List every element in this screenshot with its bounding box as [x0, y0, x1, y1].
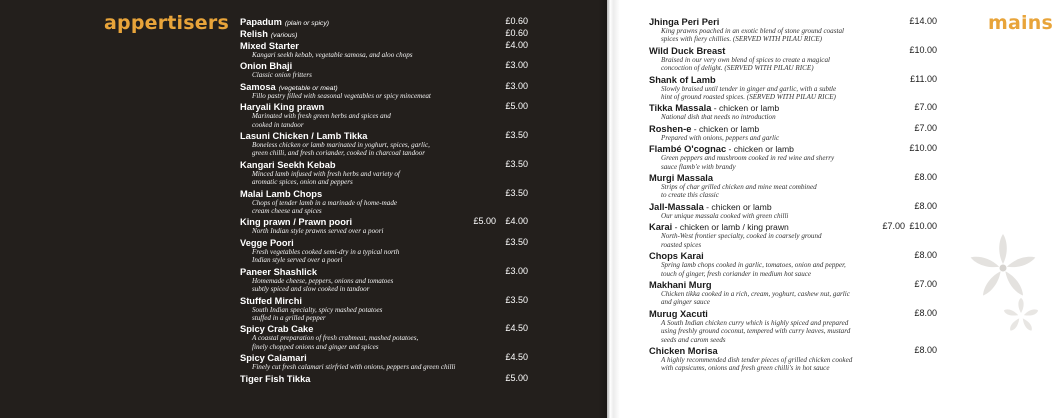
item-description: A coastal preparation of fresh crabmeat, mashed potatoes, — [252, 334, 419, 343]
menu-item-paneer-shashlick — [240, 265, 530, 294]
menu-item-head — [649, 307, 939, 319]
menu-item-jhinga-peri-peri — [649, 15, 939, 44]
item-description: A highly recommended dish tender pieces of grilled chicken cooked — [661, 355, 853, 364]
mains-list — [649, 15, 939, 373]
menu-item-head — [649, 15, 939, 27]
menu-item-head — [240, 351, 530, 363]
item-name: Samosa — [240, 81, 276, 92]
item-description: stuffed in a grilled pepper — [252, 313, 326, 322]
menu-item-head — [649, 101, 939, 113]
item-name: Chops Karai — [649, 251, 704, 262]
item-note: (plain or spicy) — [284, 20, 330, 27]
item-name: Malai Lamb Chops — [240, 188, 323, 199]
item-description: King prawns poached in an exotic blend of stone ground coastal — [661, 27, 844, 35]
menu-item-king-prawn-prawn-poori — [240, 215, 530, 235]
menu-item-head — [240, 372, 530, 384]
item-description: Indian style served over a poori — [252, 256, 343, 265]
item-price: £8.00 — [914, 172, 937, 183]
menu-item-head — [649, 142, 939, 154]
item-description: cream cheese and spices — [252, 207, 322, 216]
item-description: Fresh vegetables cooked semi-dry in a typical north — [252, 247, 400, 256]
item-name: King prawn / Prawn poori — [240, 217, 353, 228]
flower-icon-small — [1003, 298, 1024, 334]
menu-item-stuffed-mirchi — [240, 294, 530, 323]
item-name: Karai — [649, 222, 673, 233]
menu-item-head — [240, 80, 530, 92]
menu-item-chops-karai — [649, 249, 939, 278]
item-description: Fillo pastry filled with seasonal vegetables or spicy mincemeat — [252, 91, 431, 100]
item-description: aromatic spices, onion and peppers — [252, 178, 353, 187]
item-description: Minced lamb infused with fresh herbs and variety of — [252, 169, 400, 178]
menu-item-malai-lamb-chops — [240, 187, 530, 216]
item-description: Homemade cheese, peppers, onions and tomatoes — [252, 276, 394, 285]
menu-item-spicy-calamari — [240, 351, 530, 371]
item-price: £4.00 — [505, 40, 528, 50]
item-description: sauce flamb'e with brandy — [661, 162, 736, 171]
item-name: Shank of Lamb — [649, 74, 716, 85]
item-description: concoction of delight. (SERVED WITH PILAU RICE) — [661, 64, 814, 73]
item-description: North-West frontier specialty, cooked in coarsely ground — [661, 232, 822, 241]
item-description: North Indian style prawns served over a poori — [252, 227, 384, 236]
item-price: £5.00 — [505, 101, 528, 112]
menu-item-head — [240, 129, 530, 141]
item-note: (various) — [270, 32, 298, 39]
item-name: Jall-Massala — [649, 201, 704, 212]
item-description: hint of ground roasted spices. (SERVED WITH PILAU RICE) — [661, 93, 836, 102]
menu-item-chicken-morisa — [649, 344, 939, 373]
flower-icon — [965, 230, 1025, 300]
menu-item-head — [649, 278, 939, 290]
menu-item-murgi-massala — [649, 171, 939, 200]
item-name: Chicken Morisa — [649, 345, 718, 356]
menu-item-papadum — [240, 15, 530, 27]
item-name: Jhinga Peri Peri — [649, 17, 720, 27]
menu-item-wild-duck-breast — [649, 44, 939, 73]
item-description: spices with fiery chillies. (SERVED WITH PILAU RICE) — [661, 35, 823, 44]
menu-item-makhani-murg — [649, 278, 939, 307]
item-name: Onion Bhaji — [240, 61, 293, 72]
item-description: subtly spiced and slow cooked in tandoor — [252, 285, 370, 294]
item-description: touch of ginger, fresh coriander in medium hot sauce — [661, 269, 812, 278]
item-description: Chops of tender lamb in a marinade of home-made — [252, 198, 398, 207]
item-variant: - chicken or lamb / king prawn — [672, 222, 789, 233]
item-price: £8.00 — [914, 344, 937, 355]
item-name: Murug Xacuti — [649, 308, 708, 319]
item-price: £4.50 — [505, 323, 528, 334]
item-price: £3.00 — [505, 80, 528, 91]
item-price: £11.00 — [910, 73, 937, 84]
appetisers-list — [240, 15, 530, 384]
item-price: £8.00 — [914, 200, 937, 211]
item-price: £10.00 — [909, 143, 937, 154]
item-name: Tiger Fish Tikka — [240, 373, 311, 384]
item-price: £3.00 — [505, 265, 528, 276]
menu-item-head — [240, 39, 530, 51]
item-description: Green peppers and mushroom cooked in red wine and sherry — [661, 154, 835, 163]
menu-item-kangari-seekh-kebab — [240, 158, 530, 187]
item-price: £0.60 — [505, 28, 528, 38]
item-name: Kangari Seekh Kebab — [240, 159, 336, 170]
section-title-appetisers: appertisers — [104, 12, 229, 34]
item-description: Strips of char grilled chicken and mine meat combined — [661, 183, 817, 192]
item-description: Kangari seekh kebab, vegetable samosa, and aloo chops — [252, 51, 413, 59]
item-variant: - chicken or lamb — [703, 201, 772, 212]
item-price: £3.00 — [505, 60, 528, 71]
item-price: £3.50 — [505, 130, 528, 141]
item-description: Our unique massala cooked with green chilli — [661, 211, 789, 220]
menu-item-head — [240, 59, 530, 71]
item-description: to create this classic — [661, 191, 719, 200]
item-description: Spring lamb chops cooked in garlic, tomatoes, onion and pepper, — [661, 261, 846, 270]
item-description: Chicken tikka cooked in a rich, cream, yoghurt, cashew nut, garlic — [661, 289, 850, 298]
menu-item-head — [240, 322, 530, 334]
item-description: Classic onion fritters — [252, 71, 312, 80]
item-name: Vegge Poori — [240, 237, 294, 248]
item-price: £4.50 — [505, 352, 528, 363]
menu-item-head — [240, 100, 530, 112]
item-price: £10.00 — [909, 221, 937, 232]
item-name: Spicy Calamari — [240, 353, 307, 364]
section-title-mains: mains — [988, 12, 1053, 34]
menu-item-vegge-poori — [240, 236, 530, 265]
menu-item-head — [649, 171, 939, 183]
item-price: £3.50 — [505, 158, 528, 169]
menu-item-head — [649, 122, 939, 134]
item-note: (vegetable or meat) — [278, 84, 338, 92]
item-description: Slowly braised until tender in ginger and garlic, with a subtle — [661, 84, 837, 93]
menu-item-murug-xacuti — [649, 307, 939, 344]
item-price: £3.50 — [505, 187, 528, 198]
item-description: cooked in tandoor — [252, 120, 304, 129]
item-price-secondary: £5.00 — [473, 216, 496, 227]
item-description: green chilli, and fresh coriander, cooked in charcoal tandoor — [252, 149, 425, 158]
menu-item-onion-bhaji — [240, 59, 530, 79]
item-price-secondary: £7.00 — [882, 221, 905, 232]
item-name: Mixed Starter — [240, 41, 299, 51]
item-description: roasted spices — [661, 240, 702, 249]
menu-item-head — [240, 294, 530, 306]
item-description: A South Indian chicken curry which is highly spiced and prepared — [661, 318, 849, 327]
item-description: with capsicums, onions and fresh green chilli's in hot sauce — [661, 364, 830, 373]
item-price: £7.00 — [914, 122, 937, 133]
menu-item-head — [240, 236, 530, 248]
menu-item-head — [240, 215, 530, 227]
menu-item-haryali-king-prawn — [240, 100, 530, 129]
item-price: £5.00 — [505, 372, 528, 383]
item-description: South Indian specialty, spicy mashed potatoes — [252, 305, 383, 314]
item-name: Haryali King prawn — [240, 102, 325, 113]
item-name: Tikka Massala — [649, 103, 712, 114]
menu-item-jall-massala — [649, 200, 939, 220]
menu-item-roshen-e — [649, 122, 939, 142]
item-description: using freshly ground coconut, tempered with curry leaves, mustard — [661, 327, 851, 336]
item-price: £10.00 — [909, 44, 937, 55]
item-name: Relish — [240, 29, 268, 39]
menu-item-samosa — [240, 80, 530, 100]
menu-item-karai — [649, 220, 939, 249]
item-description: Finely cut fresh calamari stirfried with onions, peppers and green chilli — [252, 363, 456, 372]
menu-item-tiger-fish-tikka — [240, 372, 530, 384]
item-name: Makhani Murg — [649, 279, 712, 290]
item-description: seeds and carom seeds — [661, 335, 726, 344]
item-name: Papadum — [240, 17, 282, 27]
item-description: Braised in our very own blend of spices to create a magical — [661, 55, 830, 64]
item-description: National dish that needs no introduction — [661, 113, 776, 122]
item-description: and ginger sauce — [661, 298, 710, 307]
menu-item-head — [240, 15, 530, 27]
menu-item-tikka-massala — [649, 101, 939, 121]
menu-item-head — [240, 187, 530, 199]
item-price: £7.00 — [914, 102, 937, 113]
item-price: £14.00 — [909, 16, 937, 26]
item-variant: - chicken or lamb — [691, 123, 760, 134]
menu-item-head — [649, 44, 939, 56]
menu-item-relish — [240, 27, 530, 39]
menu-item-head — [649, 249, 939, 261]
item-name: Stuffed Mirchi — [240, 295, 302, 306]
item-price: £8.00 — [914, 250, 937, 261]
item-description: Boneless chicken or lamb marinated in yoghurt, spices, garlic, — [252, 141, 430, 150]
menu-item-mixed-starter — [240, 39, 530, 59]
item-price: £3.50 — [505, 236, 528, 247]
menu-item-head — [649, 220, 939, 232]
menu-item-head — [240, 158, 530, 170]
menu-item-head — [649, 73, 939, 85]
item-name: Wild Duck Breast — [649, 45, 726, 56]
menu-item-head — [649, 200, 939, 212]
item-price: £3.50 — [505, 294, 528, 305]
menu-item-head — [240, 265, 530, 277]
menu-item-shank-of-lamb — [649, 73, 939, 102]
item-variant: - chicken or lamb — [726, 144, 794, 155]
mains-page — [607, 0, 1053, 418]
menu-item-head — [649, 344, 939, 356]
item-price: £0.60 — [505, 16, 528, 26]
item-name: Spicy Crab Cake — [240, 324, 314, 335]
item-name: Flambé O'cognac — [649, 144, 727, 155]
menu-item-spicy-crab-cake — [240, 322, 530, 351]
menu-item-head — [240, 27, 530, 39]
item-name: Paneer Shashlick — [240, 266, 317, 277]
item-description: Marinated with fresh green herbs and spices and — [252, 112, 391, 121]
item-variant: - chicken or lamb — [711, 103, 780, 114]
item-name: Murgi Massala — [649, 173, 714, 184]
menu-item-flamb-o-cognac — [649, 142, 939, 171]
menu-item-lasuni-chicken-lamb-tikka — [240, 129, 530, 158]
item-description: finely chopped onions and ginger and spices — [252, 342, 379, 351]
item-price: £8.00 — [914, 307, 937, 318]
item-name: Roshen-e — [649, 123, 692, 134]
item-description: Prepared with onions, peppers and garlic — [661, 133, 780, 142]
item-price: £7.00 — [914, 278, 937, 289]
item-name: Lasuni Chicken / Lamb Tikka — [240, 131, 368, 142]
item-price: £4.00 — [505, 216, 528, 227]
